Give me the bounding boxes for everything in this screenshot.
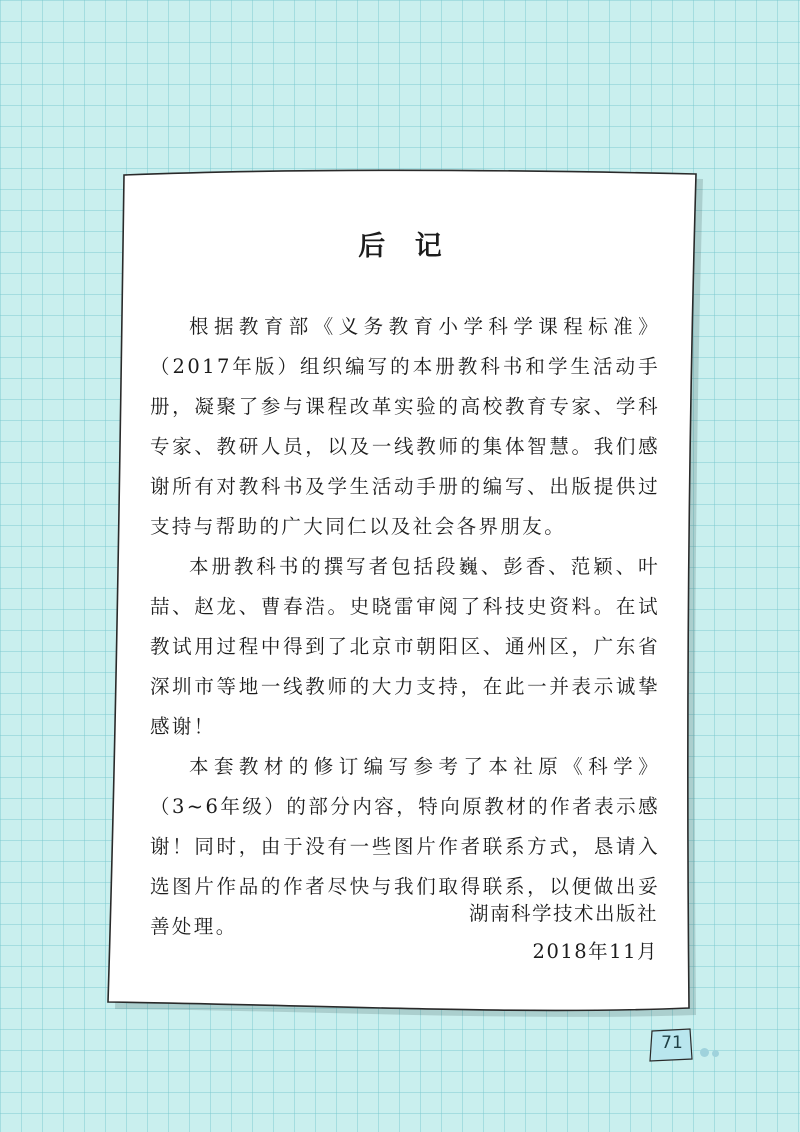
publish-date: 2018年11月 — [532, 940, 658, 963]
decor-dot — [700, 1048, 709, 1057]
afterword-body — [150, 210, 660, 947]
decor-dot — [712, 1050, 719, 1057]
publisher-name: 湖南科学技术出版社 — [468, 902, 658, 925]
page-number: 71 — [661, 1033, 683, 1053]
paragraph-2: 本册教科书的撰写者包括段巍、彭香、范颖、叶喆、赵龙、曹春浩。史晓雷审阅了科技史资料。在试教试用过程中得到了北京市朝阳区、通州区，广东省深圳市等地一线教师的大力支持，在此一并表示诚挚感谢！ — [150, 555, 660, 738]
paragraph-3: 本套教材的修订编写参考了本社原《科学》（3~6年级）的部分内容，特向原教材的作者表示感谢！同时，由于没有一些图片作者联系方式，恳请入选图片作品的作者尽快与我们取得联系，以便做出妥善处理。 — [150, 755, 660, 938]
page-title: 后 记 — [358, 231, 452, 262]
paragraph-1: 根据教育部《义务教育小学科学课程标准》（2017年版）组织编写的本册教科书和学生活动手册，凝聚了参与课程改革实验的高校教育专家、学科专家、教研人员，以及一线教师的集体智慧。我们感谢所有对教科书及学生活动手册的编写、出版提供过支持与帮助的广大同仁以及社会各界朋友。 — [150, 315, 660, 538]
